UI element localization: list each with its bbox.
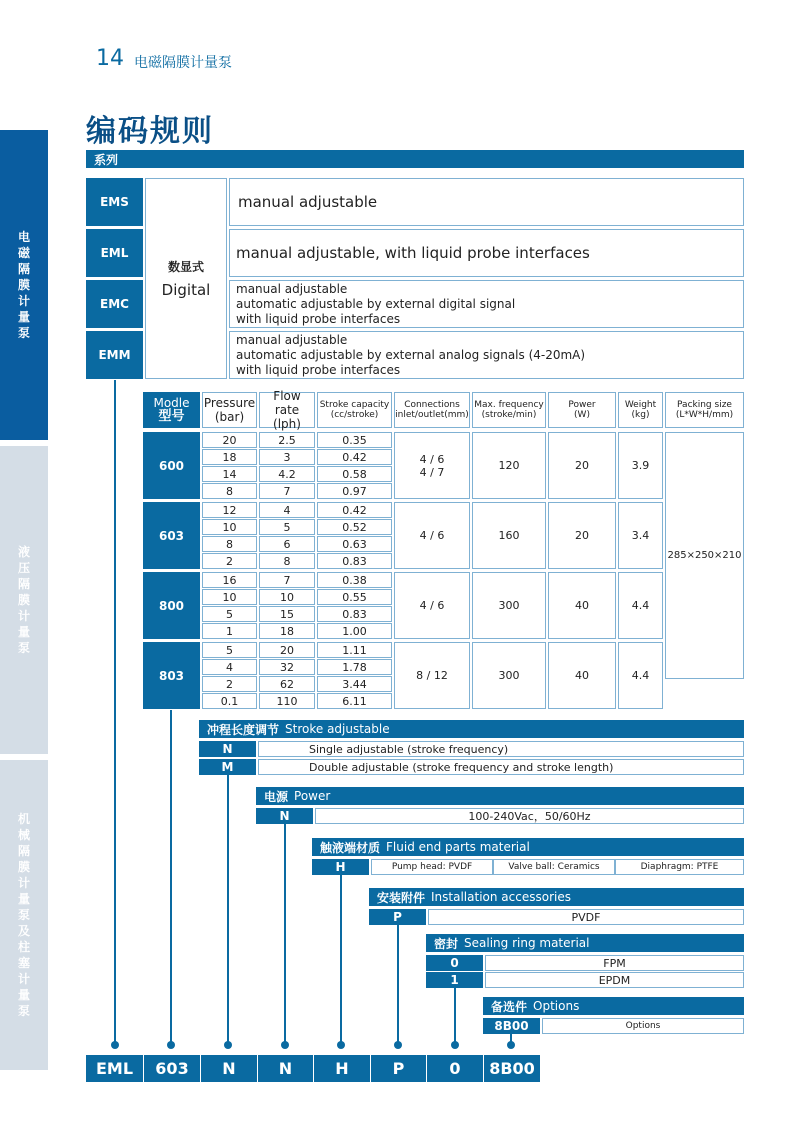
table-cell: 110: [259, 693, 315, 709]
table-cell: 2: [202, 553, 257, 569]
table-cell: 6: [259, 536, 315, 552]
table-cell: 0.1: [202, 693, 257, 709]
table-cell: 3: [259, 449, 315, 465]
stroke-code-n: N: [199, 741, 256, 757]
th-stroke: Stroke capacity (cc/stroke): [317, 392, 392, 428]
table-cell: 0.58: [317, 466, 392, 482]
weight-600: 3.9: [618, 432, 663, 499]
stroke-adjust-bar: 冲程长度调节 Stroke adjustable: [199, 720, 744, 738]
table-cell: 16: [202, 572, 257, 588]
power-bar: 电源 Power: [256, 787, 744, 805]
table-cell: 10: [202, 519, 257, 535]
display-type-en: Digital: [161, 281, 211, 299]
table-cell: 8: [202, 483, 257, 499]
table-cell: 0.42: [317, 502, 392, 518]
stroke-desc-m: Double adjustable (stroke frequency and stroke length): [258, 759, 744, 775]
series-desc-ems: manual adjustable: [229, 178, 744, 226]
freq-600: 120: [472, 432, 546, 499]
side-tab-mechanical[interactable]: [0, 760, 48, 1070]
connector-dot: [394, 1041, 402, 1049]
seal-desc-fpm: FPM: [485, 955, 744, 971]
seal-desc-epdm: EPDM: [485, 972, 744, 988]
th-pack: Packing size (L*W*H/mm): [665, 392, 744, 428]
table-cell: 0.35: [317, 432, 392, 448]
table-cell: 10: [259, 589, 315, 605]
example-seg-series: EML: [86, 1055, 143, 1082]
table-cell: 1.11: [317, 642, 392, 658]
model-603: 603: [143, 502, 200, 569]
model-600: 600: [143, 432, 200, 499]
table-cell: 5: [202, 642, 257, 658]
series-desc-emm: manual adjustable automatic adjustable by external analog signals (4-20mA) with liquid probe interfaces: [229, 331, 744, 379]
table-cell: 6.11: [317, 693, 392, 709]
table-cell: 0.63: [317, 536, 392, 552]
table-cell: 1.00: [317, 623, 392, 639]
display-type-box: [145, 178, 227, 379]
conn-603: 4 / 6: [394, 502, 470, 569]
side-tab-electromagnetic[interactable]: [0, 130, 48, 440]
th-weight: Weight (kg): [618, 392, 663, 428]
spare-desc: Options: [542, 1018, 744, 1034]
page-number: 14: [96, 46, 124, 71]
weight-800: 4.4: [618, 572, 663, 639]
freq-800: 300: [472, 572, 546, 639]
freq-603: 160: [472, 502, 546, 569]
table-cell: 8: [259, 553, 315, 569]
table-cell: 0.55: [317, 589, 392, 605]
seal-bar: 密封 Sealing ring material: [426, 934, 744, 952]
table-cell: 15: [259, 606, 315, 622]
connector-dot: [507, 1041, 515, 1049]
table-cell: 12: [202, 502, 257, 518]
table-cell: 8: [202, 536, 257, 552]
connector-dot: [337, 1041, 345, 1049]
table-cell: 7: [259, 483, 315, 499]
connector-line: [227, 775, 229, 1045]
th-freq: Max. frequency (stroke/min): [472, 392, 546, 428]
power-603: 20: [548, 502, 616, 569]
table-cell: 18: [202, 449, 257, 465]
table-cell: 1.78: [317, 659, 392, 675]
seal-code-0: 0: [426, 955, 483, 971]
table-cell: 1: [202, 623, 257, 639]
side-tab-label: 液压隔膜计量泵: [17, 545, 30, 655]
connector-line: [114, 380, 116, 1045]
table-cell: 0.38: [317, 572, 392, 588]
power-desc: 100-240Vac，50/60Hz: [315, 808, 744, 824]
model-800: 800: [143, 572, 200, 639]
fluid-end-code-h: H: [312, 859, 369, 875]
fluid-end-bar: 触液端材质 Fluid end parts material: [312, 838, 744, 856]
table-cell: 4: [259, 502, 315, 518]
th-flow: Flow rate (lph): [259, 392, 315, 428]
series-code-emm: EMM: [86, 331, 143, 379]
series-code-eml: EML: [86, 229, 143, 277]
series-code-emc: EMC: [86, 280, 143, 328]
table-cell: 5: [202, 606, 257, 622]
table-cell: 2: [202, 676, 257, 692]
table-cell: 20: [202, 432, 257, 448]
weight-603: 3.4: [618, 502, 663, 569]
table-cell: 0.83: [317, 553, 392, 569]
series-bar-label: 系列: [94, 152, 119, 167]
table-cell: 0.52: [317, 519, 392, 535]
table-cell: 3.44: [317, 676, 392, 692]
page-header-title: 电磁隔膜计量泵: [134, 55, 232, 71]
fluid-end-diaphragm: Diaphragm: PTFE: [615, 859, 744, 875]
connector-line: [454, 988, 456, 1045]
series-desc-eml: manual adjustable, with liquid probe interfaces: [229, 229, 744, 277]
packing-size: 285×250×210: [665, 432, 744, 679]
display-type-cn: 数显式: [167, 260, 204, 274]
conn-600: 4 / 6 4 / 7: [394, 432, 470, 499]
example-seg-fluid-end: H: [314, 1055, 370, 1082]
example-seg-model: 603: [144, 1055, 200, 1082]
side-tab-hydraulic[interactable]: [0, 446, 48, 754]
table-cell: 4.2: [259, 466, 315, 482]
side-tab-label: 电磁隔膜计量泵: [17, 230, 30, 340]
accessories-bar: 安装附件 Installation accessories: [369, 888, 744, 906]
table-cell: 0.97: [317, 483, 392, 499]
stroke-desc-n: Single adjustable (stroke frequency): [258, 741, 744, 757]
connector-dot: [451, 1041, 459, 1049]
model-803: 803: [143, 642, 200, 709]
table-cell: 18: [259, 623, 315, 639]
table-cell: 4: [202, 659, 257, 675]
power-code-n: N: [256, 808, 313, 824]
conn-803: 8 / 12: [394, 642, 470, 709]
connector-line: [397, 925, 399, 1045]
connector-dot: [224, 1041, 232, 1049]
connector-line: [170, 710, 172, 1045]
table-cell: 5: [259, 519, 315, 535]
table-cell: 2.5: [259, 432, 315, 448]
accessories-desc: PVDF: [428, 909, 744, 925]
example-seg-power: N: [258, 1055, 313, 1082]
connector-dot: [167, 1041, 175, 1049]
spare-bar: 备选件 Options: [483, 997, 744, 1015]
table-cell: 0.42: [317, 449, 392, 465]
stroke-code-m: M: [199, 759, 256, 775]
conn-800: 4 / 6: [394, 572, 470, 639]
table-cell: 32: [259, 659, 315, 675]
series-desc-emc: manual adjustable automatic adjustable by external digital signal with liquid probe interfaces: [229, 280, 744, 328]
connector-line: [340, 875, 342, 1045]
table-cell: 10: [202, 589, 257, 605]
fluid-end-pump-head: Pump head: PVDF: [371, 859, 493, 875]
power-600: 20: [548, 432, 616, 499]
side-tab-label: 机械隔膜计量泵及柱塞计量泵: [17, 812, 30, 1018]
connector-dot: [281, 1041, 289, 1049]
spare-code: 8B00: [483, 1018, 540, 1034]
th-power: Power (W): [548, 392, 616, 428]
power-803: 40: [548, 642, 616, 709]
table-cell: 62: [259, 676, 315, 692]
th-conn: Connections inlet/outlet(mm): [394, 392, 470, 428]
fluid-end-valve-ball: Valve ball: Ceramics: [493, 859, 615, 875]
table-cell: 20: [259, 642, 315, 658]
page-heading: 编码规则: [86, 114, 214, 149]
table-cell: 0.83: [317, 606, 392, 622]
weight-803: 4.4: [618, 642, 663, 709]
example-seg-seal: 0: [427, 1055, 483, 1082]
example-seg-accessories: P: [371, 1055, 426, 1082]
seal-code-1: 1: [426, 972, 483, 988]
accessories-code-p: P: [369, 909, 426, 925]
example-seg-options: 8B00: [484, 1055, 540, 1082]
table-cell: 14: [202, 466, 257, 482]
th-pressure: Pressure (bar): [202, 392, 257, 428]
freq-803: 300: [472, 642, 546, 709]
connector-line: [284, 824, 286, 1045]
example-seg-stroke: N: [201, 1055, 257, 1082]
connector-dot: [111, 1041, 119, 1049]
power-800: 40: [548, 572, 616, 639]
table-cell: 7: [259, 572, 315, 588]
th-model: Modle 型号: [143, 392, 200, 428]
series-code-ems: EMS: [86, 178, 143, 226]
series-bar: [86, 150, 744, 168]
